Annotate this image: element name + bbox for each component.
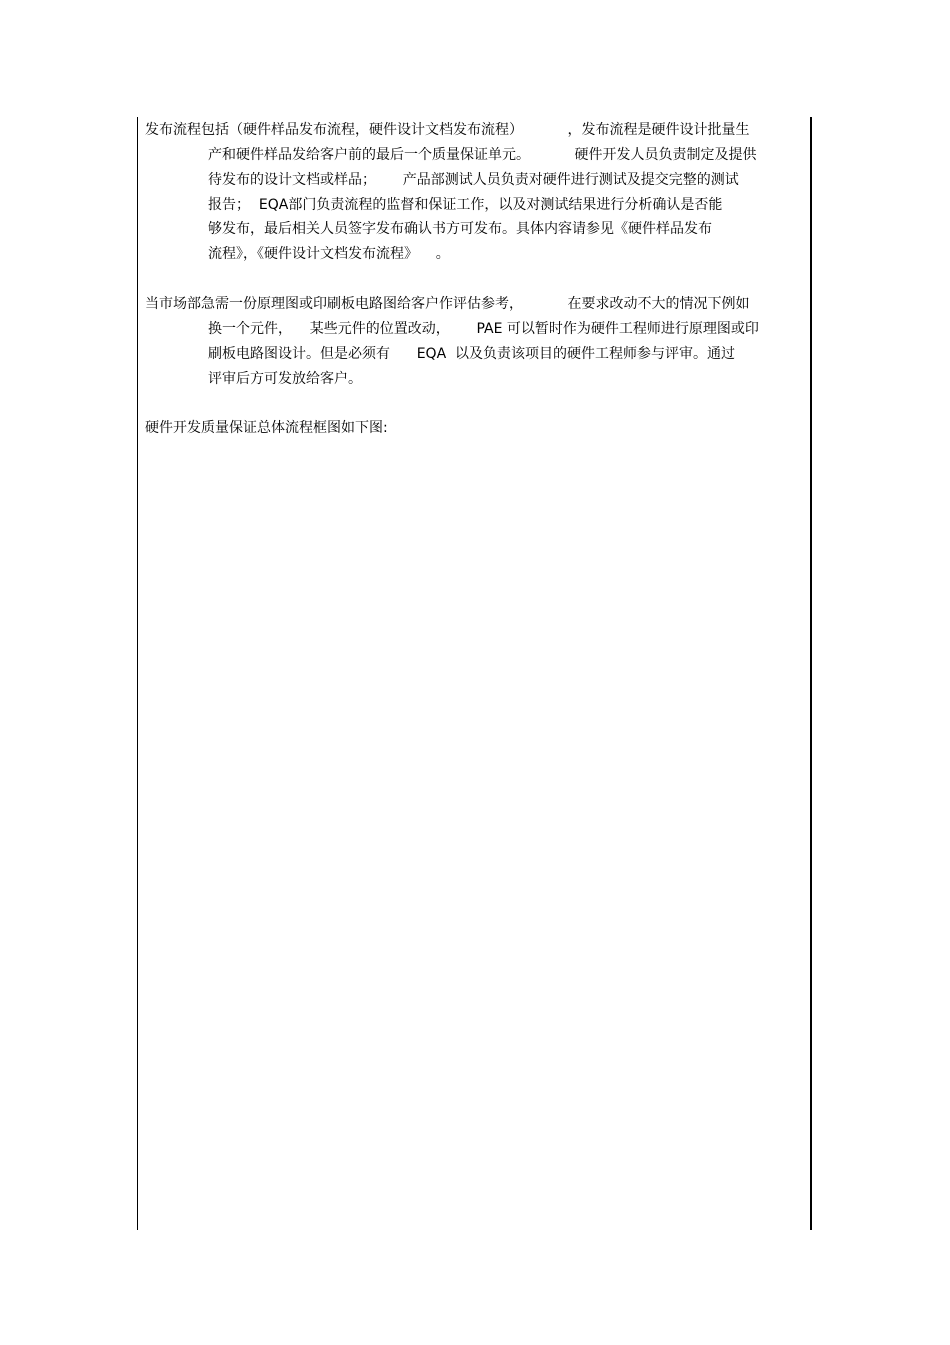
text-line: 产和硬件样品发给客户前的最后一个质量保证单元。 硬件开发人员负责制定及提供 [208,147,757,163]
table-border-right [810,117,812,1230]
table-border-left [137,117,138,1230]
text-line: 报告； EQA部门负责流程的监督和保证工作，以及对测试结果进行分析确认是否能 [208,197,723,213]
text-line: 硬件开发质量保证总体流程框图如下图: [145,420,388,436]
text-line: 评审后方可发放给客户。 [208,371,362,387]
text-line: 流程》，《硬件设计文档发布流程》 。 [208,246,450,262]
text-line: 够发布，最后相关人员签字发布确认书方可发布。具体内容请参见《硬件样品发布 [208,221,712,237]
text-line: 刷板电路图设计。但是必须有 EQA 以及负责该项目的硬件工程师参与评审。通过 [208,346,736,362]
text-line: 发布流程包括（硬件样品发布流程，硬件设计文档发布流程） ，发布流程是硬件设计批量生 [145,122,750,138]
text-line: 当市场部急需一份原理图或印刷板电路图给客户作评估参考， 在要求改动不大的情况下例如 [145,296,750,312]
text-line: 换一个元件， 某些元件的位置改动， PAE 可以暂时作为硬件工程师进行原理图或印 [208,321,759,337]
text-line: 待发布的设计文档或样品； 产品部测试人员负责对硬件进行测试及提交完整的测试 [208,172,739,188]
